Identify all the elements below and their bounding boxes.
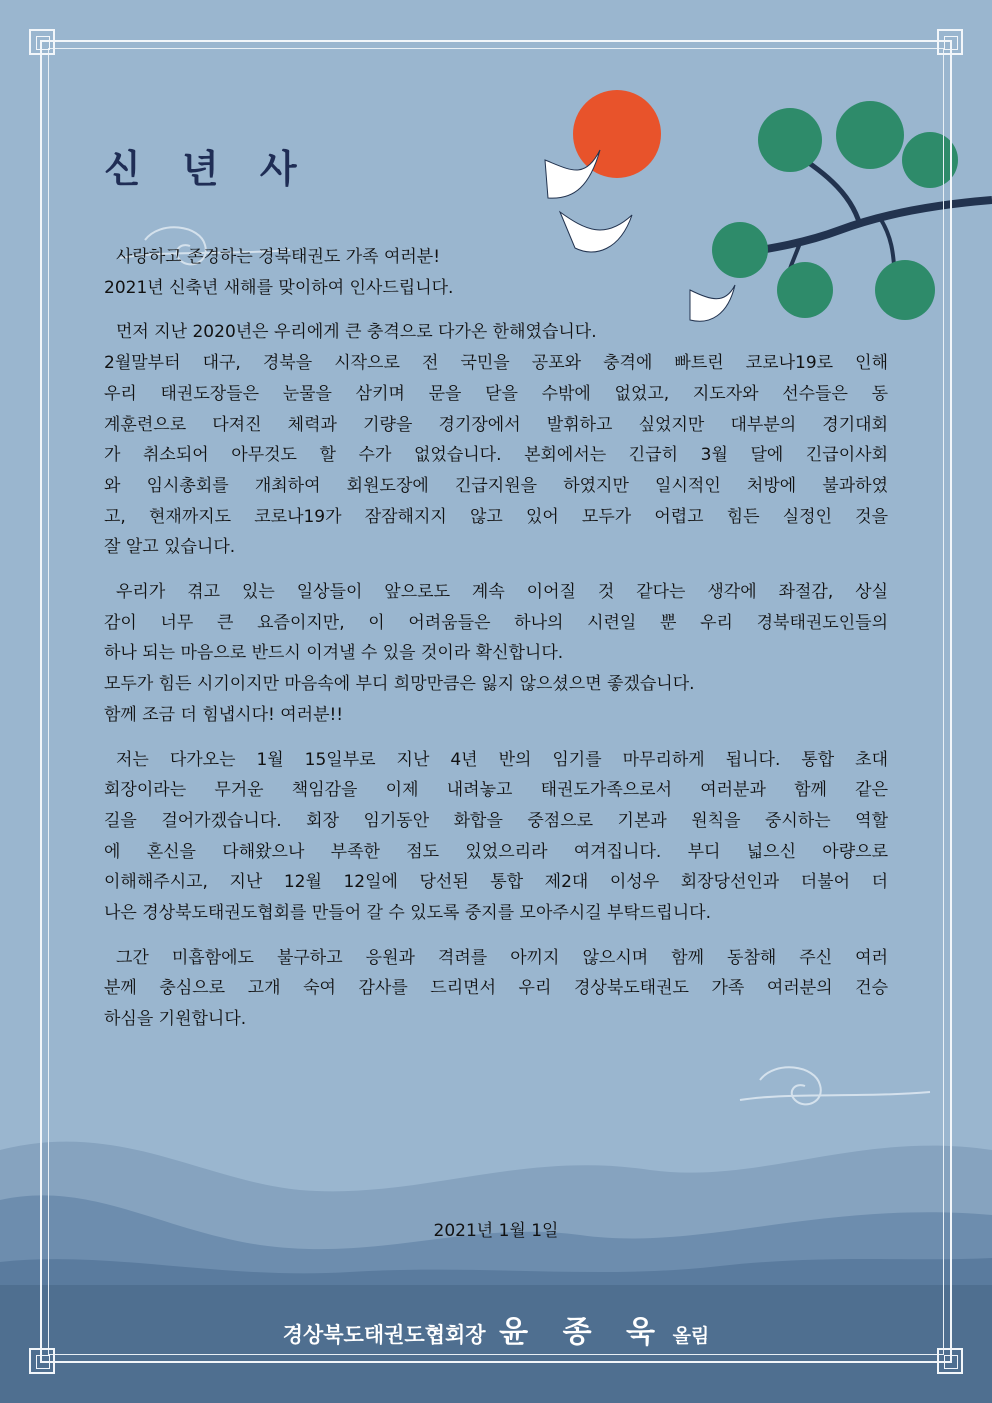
- signer-name: 윤 종 욱: [499, 1315, 667, 1350]
- paragraph-hope: [104, 577, 888, 731]
- text-line: 고, 현재까지도 코로나19가 잠잠해지지 않고 있어 모두가 어렵고 힘든 실정인 것을: [104, 506, 888, 527]
- text-line: 모두가 힘든 시기이지만 마음속에 부디 희망만큼은 잃지 않으셨으면 좋겠습니다.: [104, 674, 695, 695]
- text-line: 회장이라는 무거운 책임감을 이제 내려놓고 태권도가족으로서 여러분과 함께 같은: [104, 780, 888, 801]
- text-line: 먼저 지난 2020년은 우리에게 큰 충격으로 다가온 한해였습니다.: [116, 322, 597, 343]
- corner-ornament-icon: [29, 1348, 55, 1374]
- text-line: 저는 다가오는 1월 15일부로 지난 4년 반의 임기를 마무리하게 됩니다. 통합 초대: [116, 749, 888, 770]
- closing-word: 올림: [672, 1325, 710, 1347]
- text-line: 계훈련으로 다져진 체력과 기량을 경기장에서 발휘하고 싶었지만 대부분의 경기대회: [104, 414, 888, 435]
- text-line: 잘 알고 있습니다.: [104, 537, 236, 558]
- organization-title: 경상북도태권도협회장: [282, 1322, 486, 1347]
- paragraph-farewell: [104, 745, 888, 929]
- text-line: 하심을 기원합니다.: [104, 1009, 247, 1030]
- text-line: 그간 미흡함에도 불구하고 응원과 격려를 아끼지 않으시며 함께 동참해 주신 여러: [116, 947, 888, 968]
- text-line: 하나 되는 마음으로 반드시 이겨낼 수 있을 것이라 확신합니다.: [104, 643, 564, 664]
- text-line: 2월말부터 대구, 경북을 시작으로 전 국민을 공포와 충격에 빠트린 코로나19로 인해: [104, 353, 888, 374]
- text-line: 와 임시총회를 개최하여 회원도장에 긴급지원을 하였지만 일시적인 처방에 불과하였: [104, 475, 888, 496]
- corner-ornament-icon: [937, 1348, 963, 1374]
- text-line: 가 취소되어 아무것도 할 수가 없었습니다. 본회에서는 긴급히 3월 달에 긴급이사회: [104, 445, 888, 466]
- letter-date: 2021년 1월 1일: [433, 1221, 559, 1241]
- corner-ornament-icon: [937, 29, 963, 55]
- text-line: 나은 경상북도태권도협회를 만들어 갈 수 있도록 중지를 모아주시길 부탁드립니다.: [104, 903, 711, 924]
- text-line: 에 혼신을 다해왔으나 부족한 점도 있었으리라 여겨집니다. 부디 넓으신 아량으로: [104, 841, 888, 862]
- text-line: 2021년 신축년 새해를 맞이하여 인사드립니다.: [104, 277, 454, 298]
- text-line: 함께 조금 더 힘냅시다! 여러분!!: [104, 704, 344, 725]
- text-line: 분께 충심으로 고개 숙여 감사를 드리면서 우리 경상북도태권도 가족 여러분의 건승: [104, 978, 888, 999]
- text-line: 길을 걸어가겠습니다. 회장 임기동안 화합을 중점으로 기본과 원칙을 중시하는 역할: [104, 810, 888, 831]
- text-line: 이해해주시고, 지난 12월 12일에 당선된 통합 제2대 이성우 회장당선인과 더불어 더: [104, 872, 888, 893]
- text-line: 감이 너무 큰 요즘이지만, 이 어려움들은 하나의 시련일 뿐 우리 경북태권도인들의: [104, 612, 888, 633]
- paragraph-pandemic: [104, 317, 888, 563]
- text-line: 우리가 겪고 있는 일상들이 앞으로도 계속 이어질 것 같다는 생각에 좌절감, 상실: [116, 582, 888, 603]
- page-title: 신 년 사: [104, 146, 311, 191]
- signature-line: [0, 1307, 992, 1351]
- text-line: 사랑하고 존경하는 경북태권도 가족 여러분!: [116, 247, 441, 267]
- paragraph-thanks: [104, 943, 888, 1035]
- greeting-paragraph: [104, 242, 888, 303]
- letter-body: [104, 242, 888, 1049]
- text-line: 우리 태권도장들은 눈물을 삼키며 문을 닫을 수밖에 없었고, 지도자와 선수들은 동: [104, 383, 888, 404]
- corner-ornament-icon: [29, 29, 55, 55]
